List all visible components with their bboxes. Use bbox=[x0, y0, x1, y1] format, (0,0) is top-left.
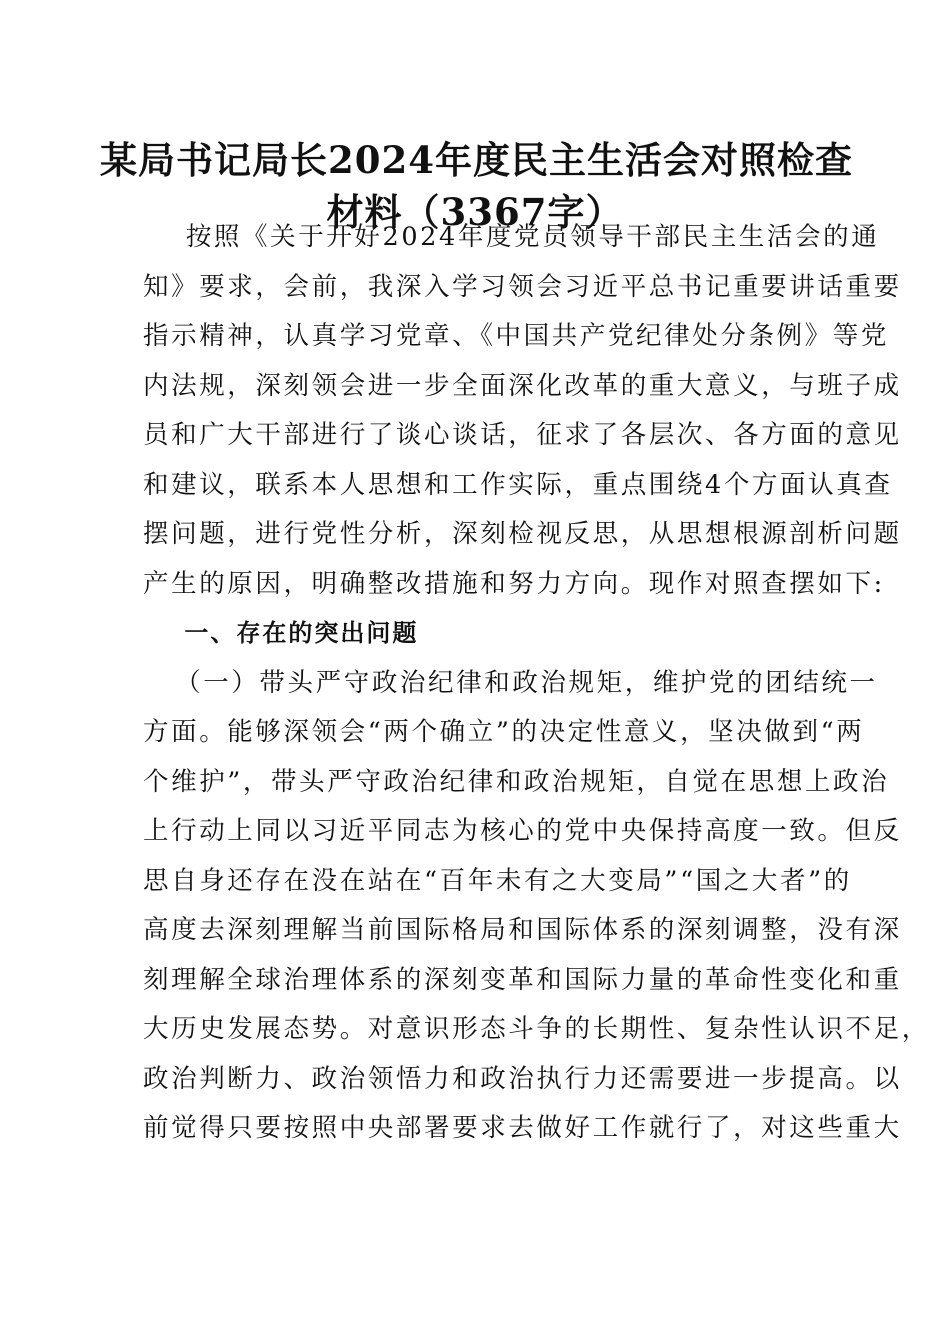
document-title-line-2: 材料（3367字） bbox=[326, 190, 624, 234]
section-line: 大历史发展态势。对意识形态斗争的长期性、复杂性认识不足， bbox=[143, 1014, 930, 1044]
section-line: 上行动上同以习近平同志为核心的党中央保持高度一致。但反 bbox=[143, 816, 902, 846]
intro-line: 指示精神，认真学习党章、《中国共产党纪律处分条例》等党 bbox=[143, 321, 889, 351]
section-line: 个维护”，带头严守政治纪律和政治规矩，自觉在思想上政治 bbox=[143, 766, 890, 797]
intro-line: 和建议，联系本人思想和工作实际，重点围绕4个方面认真查 bbox=[143, 469, 893, 500]
section-line: 思自身还存在没在站在“百年未有之大变局”“国之大者”的 bbox=[143, 865, 852, 896]
section-line: 高度去深刻理解当前国际格局和国际体系的深刻调整，没有深 bbox=[143, 915, 902, 945]
intro-line: 员和广大干部进行了谈心谈话，征求了各层次、各方面的意见 bbox=[143, 420, 902, 450]
section-line: （一）带头严守政治纪律和政治规矩，维护党的团结统一 bbox=[143, 667, 878, 698]
section-line: 方面。能够深领会“两个确立”的决定性意义，坚决做到“两 bbox=[143, 717, 865, 747]
section-heading: 一、存在的突出问题 bbox=[143, 619, 419, 647]
intro-line: 按照《关于开好2024年度党员领导干部民主生活会的通 bbox=[143, 222, 880, 252]
intro-line: 摆问题，进行党性分析，深刻检视反思，从思想根源剖析问题 bbox=[143, 519, 902, 549]
intro-line: 内法规，深刻领会进一步全面深化改革的重大意义，与班子成 bbox=[143, 370, 902, 401]
document-title-line-1: 某局书记局长2024年度民主生活会对照检查 bbox=[100, 138, 853, 182]
document-body bbox=[143, 213, 930, 1154]
intro-line: 产生的原因，明确整改措施和努力方向。现作对照查摆如下: bbox=[143, 568, 885, 599]
section-line: 政治判断力、政治领悟力和政治执行力还需要进一步提高。以 bbox=[143, 1063, 902, 1094]
section-line: 前觉得只要按照中央部署要求去做好工作就行了，对这些重大 bbox=[143, 1113, 902, 1143]
section-line: 刻理解全球治理体系的深刻变革和国际力量的革命性变化和重 bbox=[143, 964, 902, 995]
intro-line: 知》要求，会前，我深入学习领会习近平总书记重要讲话重要 bbox=[143, 271, 902, 302]
